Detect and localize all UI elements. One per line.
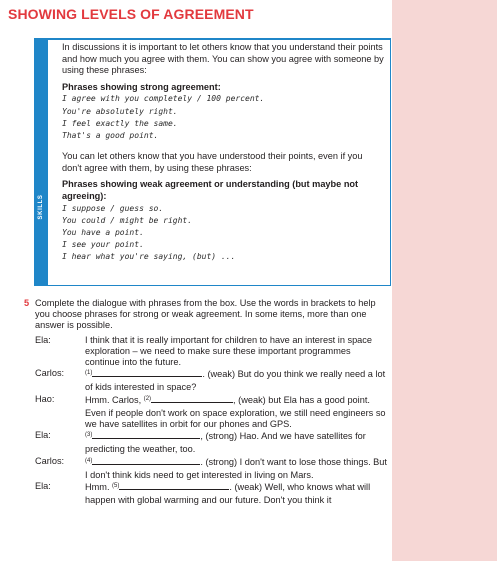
- line-text-before: Hmm.: [85, 482, 113, 493]
- page-title: SHOWING LEVELS OF AGREEMENT: [8, 6, 254, 22]
- dialogue-line: [35, 335, 387, 369]
- answer-blank-2[interactable]: [151, 394, 233, 403]
- dialogue-line: [35, 394, 387, 431]
- strong-phrase: I feel exactly the same.: [62, 118, 178, 128]
- dialogue-text: [85, 368, 387, 393]
- dialogue-line: [35, 456, 387, 481]
- dialogue-line: [35, 481, 387, 506]
- strong-agreement-heading: Phrases showing strong agreement:: [62, 81, 221, 92]
- weak-agreement-heading: Phrases showing weak agreement or understanding (but maybe not agreeing):: [62, 179, 359, 201]
- weak-intro: You can let others know that you have understood their points, even if you don't agree with them, by using these phrases:: [62, 151, 363, 173]
- gap-number: (3): [85, 432, 93, 439]
- gap-number: (2): [143, 395, 152, 402]
- skills-intro: In discussions it is important to let others know that you understand their points and how much you agree with them. You can show you agree with someone by using these phrases:: [62, 42, 384, 76]
- speaker-name: Carlos:: [35, 368, 65, 379]
- weak-phrase: You have a point.: [62, 227, 144, 237]
- speaker-name: Hao:: [35, 393, 55, 404]
- strong-phrase: That's a good point.: [62, 130, 159, 140]
- gap-number: (4): [85, 457, 93, 464]
- skills-label: [34, 190, 48, 230]
- strong-phrase: I agree with you completely / 100 percent.: [62, 94, 265, 104]
- skills-label-text: SKILLS: [38, 194, 44, 220]
- weak-phrase: I hear what you're saying, (but) ...: [62, 252, 236, 262]
- exercise-instructions: Complete the dialogue with phrases from the box. Use the words in brackets to help you choose phrases for strong or weak agreement. In some items, more than one answer is possible.: [35, 298, 376, 331]
- dialogue-line: [35, 430, 387, 455]
- exercise-number: 5: [24, 298, 30, 308]
- speaker-name: Ela:: [35, 430, 51, 441]
- line-text: , (strong) Hao. And we have satellites for predicting the weather, too.: [85, 431, 366, 455]
- gap-number: (1): [85, 370, 93, 377]
- dialogue-line: [35, 368, 387, 393]
- dialogue-text: [85, 430, 387, 455]
- skills-box: [34, 38, 391, 286]
- line-text: . (weak) Well, who knows what will happen with global warming and our future. Don't you think it: [85, 482, 371, 506]
- dialogue-text: [85, 456, 387, 481]
- answer-blank-4[interactable]: [92, 456, 200, 465]
- weak-phrase-list: [62, 203, 384, 264]
- line-text-before: Hmm. Carlos,: [85, 394, 144, 405]
- weak-phrase: You could / might be right.: [62, 215, 193, 225]
- speaker-name: Carlos:: [35, 455, 65, 466]
- gap-number: (5): [112, 483, 120, 490]
- speaker-name: Ela:: [35, 481, 51, 492]
- strong-phrase: You're absolutely right.: [62, 106, 178, 116]
- line-text: I think that it is really important for children to have an interest in space exploration – we need to make sure these important programmes continue into the future.: [85, 334, 372, 368]
- weak-phrase: I see your point.: [62, 240, 144, 250]
- line-text: . (strong) I don't want to lose those things. But I don't think kids need to get interested in living on Mars.: [85, 456, 387, 480]
- dialogue-text: [85, 335, 387, 369]
- line-text: . (weak) But do you think we really need a lot of kids interested in space?: [85, 369, 386, 393]
- dialogue-text: [85, 481, 387, 506]
- weak-phrase: I suppose / guess so.: [62, 203, 164, 213]
- answer-blank-1[interactable]: [92, 368, 202, 377]
- answer-blank-5[interactable]: [119, 481, 229, 490]
- strong-phrase-list: [62, 93, 384, 142]
- line-text: , (weak) but Ela has a good point. Even if people don't work on space exploration, we still need engineers so we have satellites in orbit for our phones and GPS.: [85, 394, 386, 430]
- side-margin-panel: [392, 0, 497, 561]
- exercise-5: [24, 298, 387, 506]
- skills-side-bar: [34, 40, 48, 285]
- dialogue-text: [85, 394, 387, 431]
- skills-content: [62, 42, 384, 273]
- speaker-name: Ela:: [35, 334, 51, 345]
- answer-blank-3[interactable]: [92, 430, 200, 439]
